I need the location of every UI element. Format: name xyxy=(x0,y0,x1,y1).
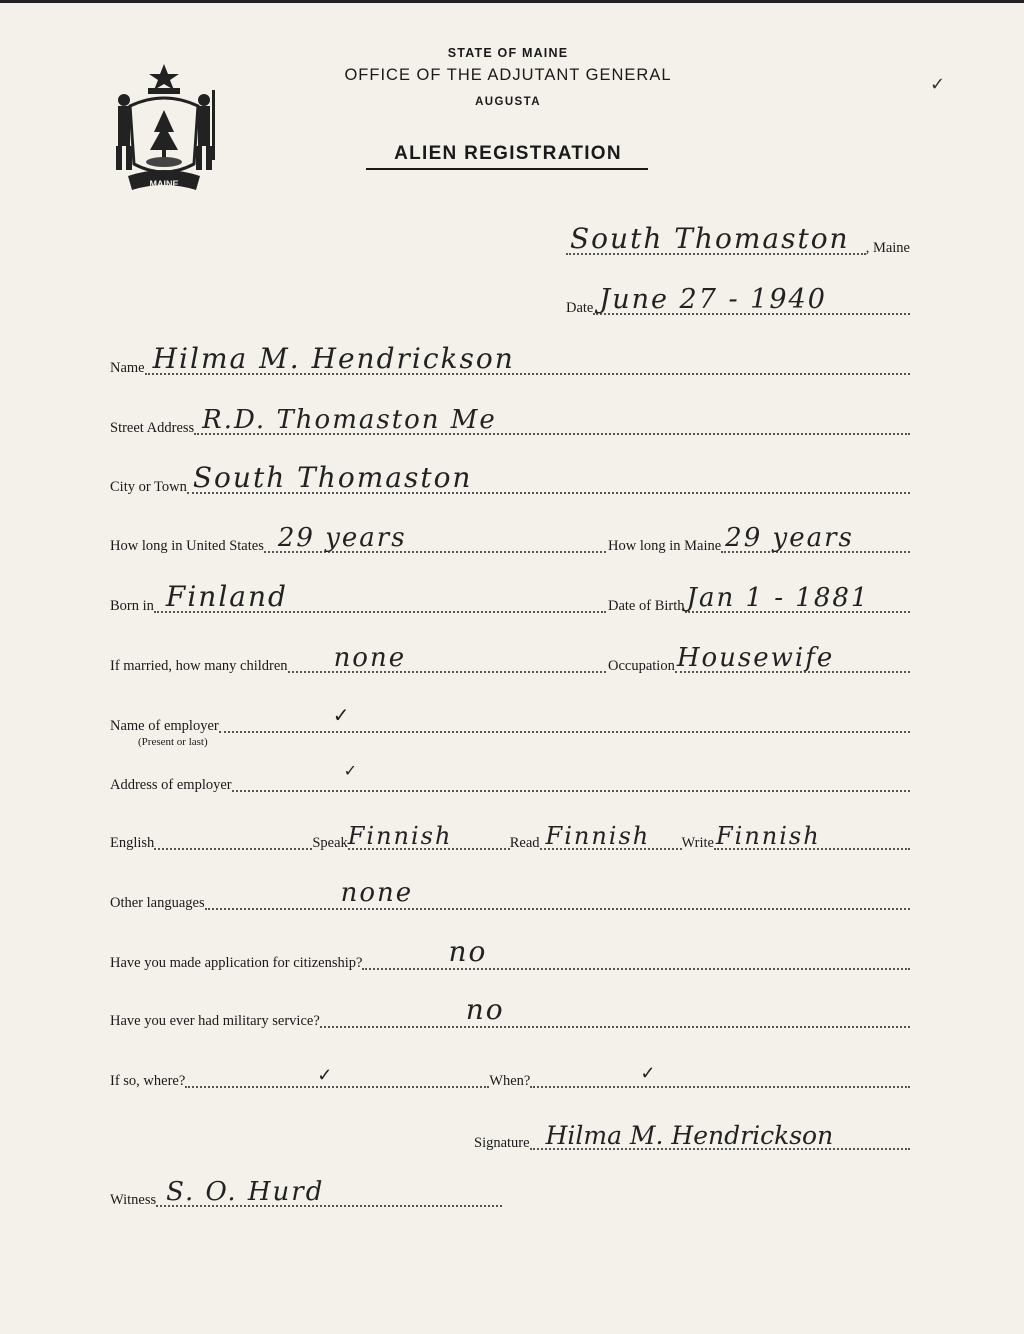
name-value: Hilma M. Hendrickson xyxy=(152,342,515,375)
citizenship-value: no xyxy=(448,935,488,968)
city-or-town-label: City or Town xyxy=(110,479,187,495)
title-underline xyxy=(366,168,648,170)
witness-value: S. O. Hurd xyxy=(166,1177,325,1207)
english-field xyxy=(110,822,910,853)
military-service-value: no xyxy=(465,993,505,1026)
english-line xyxy=(154,844,312,850)
citizenship-line xyxy=(362,935,910,970)
street-address-label: Street Address xyxy=(110,420,195,436)
how-long-maine-label: How long in Maine xyxy=(608,538,722,554)
top-right-check-mark: ✓ xyxy=(930,74,946,95)
employer-name-label: Name of employer (Present or last) xyxy=(110,718,219,748)
occupation-line xyxy=(675,643,910,673)
when-check: ✓ xyxy=(640,1063,658,1084)
employer-name-field xyxy=(110,703,910,748)
name-label: Name xyxy=(110,360,145,376)
citizenship-field xyxy=(110,935,910,973)
occupation-field xyxy=(608,643,910,676)
date-of-birth-line xyxy=(685,583,910,613)
date-value: June 27 - 1940 xyxy=(599,284,827,315)
born-in-value: Finland xyxy=(165,580,288,613)
born-in-line xyxy=(154,580,606,613)
where-line xyxy=(185,1065,489,1088)
employer-name-line xyxy=(219,703,910,733)
other-languages-field xyxy=(110,878,910,913)
city-or-town-field xyxy=(110,461,910,497)
date-of-birth-field xyxy=(608,583,910,616)
read-value: Finnish xyxy=(545,822,651,850)
children-line xyxy=(288,643,606,673)
children-value: none xyxy=(333,643,407,673)
date-line xyxy=(593,284,910,315)
write-line xyxy=(714,822,910,850)
occupation-label: Occupation xyxy=(608,658,675,674)
when-label: When? xyxy=(489,1073,531,1089)
military-service-line xyxy=(320,993,910,1028)
military-service-label: Have you ever had military service? xyxy=(110,1013,320,1029)
how-long-us-field xyxy=(110,523,606,556)
employer-address-field xyxy=(110,761,910,795)
how-long-maine-value: 29 years xyxy=(725,523,854,553)
date-of-birth-value: Jan 1 - 1881 xyxy=(686,583,870,613)
born-in-field xyxy=(110,580,606,616)
witness-line xyxy=(156,1177,502,1207)
city-heading: AUGUSTA xyxy=(475,96,541,108)
date-field xyxy=(566,284,910,318)
how-long-maine-field xyxy=(608,523,910,556)
signature-field xyxy=(474,1121,910,1153)
town-value: South Thomaston xyxy=(570,222,850,255)
witness-label: Witness xyxy=(110,1192,157,1208)
english-label: English xyxy=(110,835,155,851)
children-field xyxy=(110,643,606,676)
where-check: ✓ xyxy=(317,1065,335,1086)
other-languages-line xyxy=(205,878,910,910)
speak-line xyxy=(347,822,510,850)
witness-field xyxy=(110,1177,502,1210)
write-label: Write xyxy=(681,835,714,851)
employer-name-sublabel: (Present or last) xyxy=(138,736,208,748)
date-label: Date xyxy=(566,300,594,316)
speak-value: Finnish xyxy=(347,822,453,850)
street-address-value: R.D. Thomaston Me xyxy=(202,405,497,435)
how-long-us-line xyxy=(264,523,606,553)
date-of-birth-label: Date of Birth xyxy=(608,598,685,614)
write-value: Finnish xyxy=(715,822,821,850)
read-label: Read xyxy=(509,835,540,851)
when-line xyxy=(530,1063,910,1088)
town-field xyxy=(566,222,910,258)
speak-label: Speak xyxy=(312,835,348,851)
state-heading: STATE OF MAINE xyxy=(447,46,569,60)
how-long-us-value: 29 years xyxy=(277,523,407,553)
employer-address-line xyxy=(232,761,910,792)
form-title: ALIEN REGISTRATION xyxy=(394,143,622,164)
employer-address-check: ✓ xyxy=(343,761,360,780)
street-address-field xyxy=(110,405,910,438)
military-service-field xyxy=(110,993,910,1031)
signature-label: Signature xyxy=(474,1135,530,1151)
how-long-maine-line xyxy=(721,523,910,553)
citizenship-label: Have you made application for citizenship? xyxy=(110,955,363,971)
name-line xyxy=(145,342,910,375)
occupation-value: Housewife xyxy=(676,643,835,673)
signature-value: Hilma M. Hendrickson xyxy=(545,1121,834,1150)
born-in-label: Born in xyxy=(110,598,154,614)
how-long-us-label: How long in United States xyxy=(110,538,264,554)
name-field xyxy=(110,342,910,378)
read-line xyxy=(540,822,682,850)
where-label: If so, where? xyxy=(110,1073,186,1089)
employer-address-label: Address of employer xyxy=(110,777,232,793)
scan-edge xyxy=(0,0,1024,3)
other-languages-value: none xyxy=(340,878,414,908)
employer-name-check: ✓ xyxy=(332,703,352,727)
city-or-town-value: South Thomaston xyxy=(192,461,473,494)
city-or-town-line xyxy=(187,461,910,494)
children-label: If married, how many children xyxy=(110,658,288,674)
signature-line xyxy=(530,1121,910,1150)
office-heading: OFFICE OF THE ADJUTANT GENERAL xyxy=(344,66,672,84)
street-address-line xyxy=(194,405,910,435)
other-languages-label: Other languages xyxy=(110,895,205,911)
faint-archive-stamp xyxy=(640,1274,830,1288)
town-line xyxy=(566,222,866,255)
town-suffix: , Maine xyxy=(865,240,910,256)
svg-text:MAINE: MAINE xyxy=(149,179,179,189)
where-when-field xyxy=(110,1063,910,1091)
